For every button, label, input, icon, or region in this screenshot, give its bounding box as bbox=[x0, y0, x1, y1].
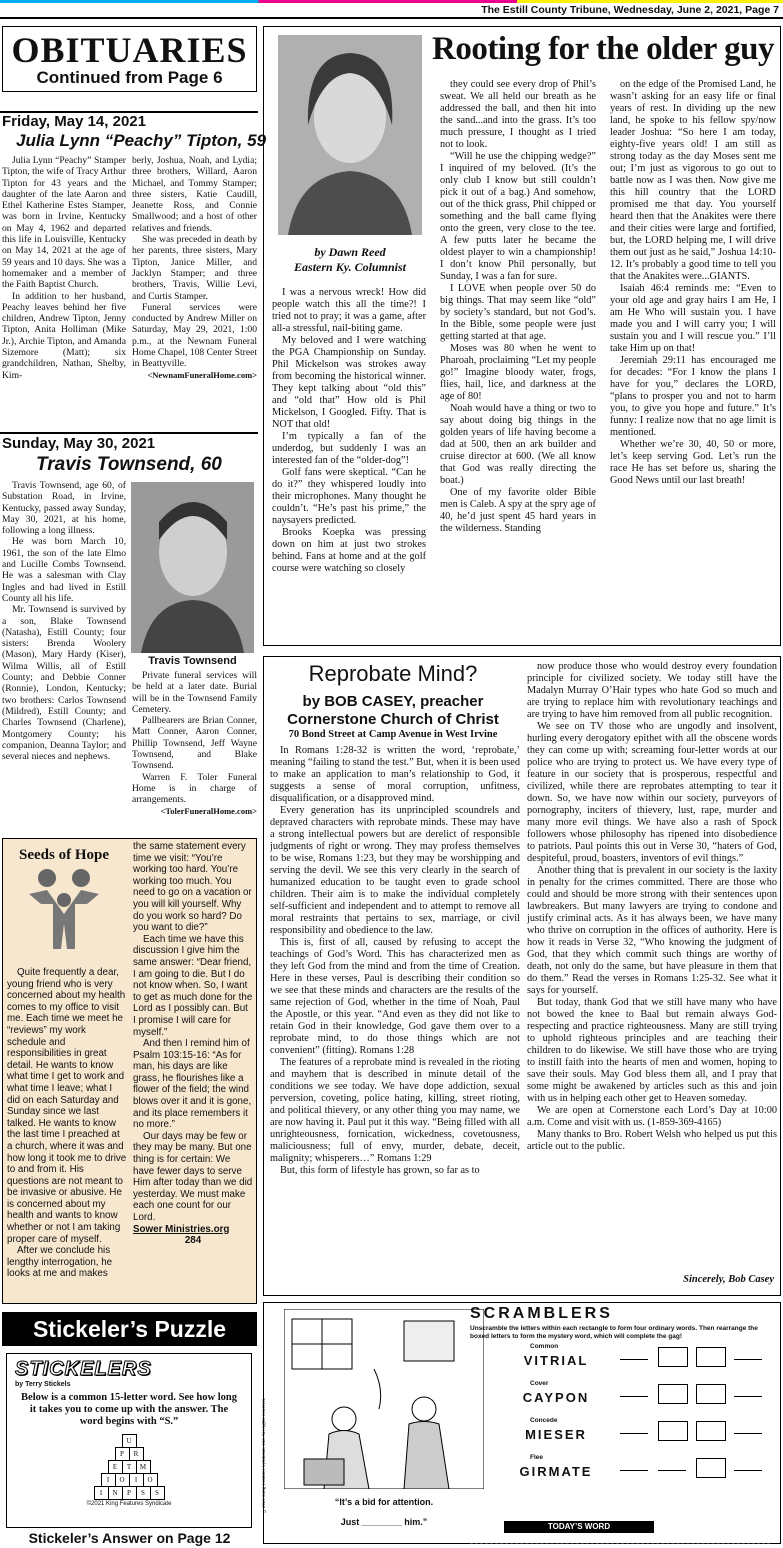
pyramid-cell: P bbox=[122, 1486, 137, 1500]
rooting-c1-paragraph: Brooks Koepka was pressing down on him at just two strokes behind. Fans at home and at the golf course were watching so closely bbox=[272, 527, 426, 574]
cartoon-caption: “It’s a bid for attention. bbox=[334, 1497, 434, 1507]
cartoon-blank: Just ________ him.” bbox=[340, 1517, 428, 1527]
scrambler-letters: GIRMATE bbox=[519, 1464, 593, 1479]
obit2-text: Travis Townsend, age 60, of Substation Road, in Irvine, Kentucky, passed away Sunday, May 30, 2021, at his home, following a long illness. bbox=[2, 480, 126, 537]
reprobate-address: 70 Bond Street at Camp Avenue in West Irvine bbox=[288, 729, 498, 740]
pyramid-row bbox=[7, 1486, 251, 1499]
scrambler-letters: VITRIAL bbox=[523, 1353, 589, 1368]
pyramid-cell: T bbox=[122, 1460, 137, 1474]
obit1-col1 bbox=[2, 155, 126, 437]
todays-word-blanks[interactable] bbox=[470, 1537, 770, 1544]
obit1-text: Julia Lynn “Peachy” Stamper Tipton, the wife of Tracy Arthur Tipton for 43 years and the daughter of the late Aaron and Ethel Katherine Estes Stamper, was born in Irvine, Kentucky on May 4, 1962 and departed this life in Louisville, Kentucky on May 14, 2021 at the age of 59 years and 10 days. She was a homemaker and a member of the Faith Baptist Church. bbox=[2, 155, 126, 291]
reprobate-c2-paragraph: Many thanks to Bro. Robert Welsh who helped us put this article out to the public. bbox=[527, 1129, 777, 1152]
rooting-article bbox=[263, 26, 781, 646]
sower-ministries-link[interactable]: Sower Ministries.org bbox=[133, 1223, 230, 1235]
pyramid-cell: N bbox=[108, 1486, 123, 1500]
seeds-of-hope-box bbox=[2, 838, 257, 1304]
scrambler-letters: MIESER bbox=[525, 1427, 587, 1442]
reprobate-c1-paragraph: Every generation has its unprincipled scoundrels and depraved characters with reprobate minds. These may have a strong intellectual powers but are derelict of responsible judgments of right or wrong. They may profess themselves to be wise, Romans 1:23, but they may be worshipping and serving the devil. We see this very clearly in the search of humanized education to be taught even to grade school children. Their aim is to make the individual completely self-sufficient and independent and to attempt to remove all moral restraints that pertains to sex, marriage, or civil responsibility and obedience to the law. bbox=[270, 805, 520, 936]
pyramid-cell: U bbox=[122, 1434, 137, 1448]
rooting-byline-name: by Dawn Reed bbox=[314, 245, 386, 259]
answer-box-highlighted[interactable] bbox=[658, 1347, 688, 1367]
rooting-c2-paragraph: Noah would have a thing or two to say about doing big things in the golden years of life having become a dad at 500, then an ark builder and cruise director at 600. (We all know that God was really directing the boat.) bbox=[440, 403, 596, 486]
pyramid-row bbox=[7, 1447, 251, 1460]
reprobate-c2-paragraph: Another thing that is prevalent in our society is the laxity in penalty for the crimes committed. There are those who could and should be more strong with their sentences upon lawbreakers. But many lawyers are trying to condone and justify criminal acts. As it has always been, we have many who thrive on corruption in the offices of authority. Here is how it reads in Verse 32, “Who knowing the judgment of God, that they which commit such things are worthy of death, not only do the same, but have pleasure in them that do them.” Read the verses in Romans 1:25-32. See what it says for yourself. bbox=[527, 865, 777, 996]
todays-word-label: TODAY’S WORD bbox=[547, 1522, 611, 1531]
cartoon-copyright: ©2021 King Features Syndicate, Inc. All rights reserved. bbox=[262, 1398, 267, 1513]
travis-photo-caption: Travis Townsend bbox=[148, 655, 237, 667]
obit1-name: Julia Lynn “Peachy” Tipton, 59 bbox=[16, 131, 267, 150]
answer-box[interactable] bbox=[658, 1384, 688, 1404]
rooting-byline-title: Eastern Ky. Columnist bbox=[294, 260, 406, 274]
answer-box[interactable] bbox=[734, 1470, 762, 1471]
obit2-credit: <TolerFuneralHome.com> bbox=[160, 805, 257, 816]
rooting-c1-paragraph: I was a nervous wreck! How did people watch this all the time?! I tried not to pray; it was a game, after all-a stressful, nail-biting game. bbox=[272, 287, 426, 334]
stickeler-copyright: ©2021 King Features Syndicate bbox=[86, 1501, 172, 1507]
obit2-text: Pallbearers are Brian Conner, Matt Conner, Aaron Conner, Phillip Townsend, Jeff Wayne Townsend, and Blake Townsend. bbox=[132, 715, 257, 772]
seeds-number: 284 bbox=[184, 1235, 202, 1247]
obit1-col2 bbox=[132, 155, 257, 437]
rooting-c2-paragraph: One of my favorite older Bible men is Caleb. A spy at the spry age of 40, he’d just spent 45 hard years in the wilderness. Standing bbox=[440, 487, 596, 534]
answer-box-highlighted[interactable] bbox=[658, 1421, 688, 1441]
seeds-logo bbox=[9, 847, 119, 957]
obit2-text: He was born March 10, 1961, the son of the late Elmo and Lucille Combs Townsend. He was a salesman with Clay Ingles and had lived in Estill County all his life. bbox=[2, 536, 126, 604]
stickeler-byline: by Terry Stickels bbox=[15, 1381, 71, 1388]
scrambler-clue: Cover bbox=[530, 1380, 549, 1387]
reprobate-signoff: Sincerely, Bob Casey bbox=[683, 1274, 774, 1285]
answer-box[interactable] bbox=[696, 1347, 726, 1367]
obituaries-title: OBITUARIES bbox=[11, 30, 248, 70]
page-header bbox=[0, 3, 783, 19]
obit1-credit: <NewnamFuneralHome.com> bbox=[147, 369, 257, 380]
rooting-c1-paragraph: My beloved and I were watching the PGA Championship on Sunday. Phil Mickelson was strokes away from becoming the historical winner. They kept talking about “old this” and “old that” How old is Phil Mickelson, I Googled. Fifty. That is NOT that old! bbox=[272, 335, 426, 430]
rooting-c3-paragraph: Whether we’re 30, 40, 50 or more, let’s keep serving God. Let’s run the race He has set before us, sharing the Good News until our last breath! bbox=[610, 439, 776, 486]
reprobate-col1 bbox=[270, 745, 520, 1291]
pyramid-cell: O bbox=[115, 1473, 130, 1487]
rooting-col3 bbox=[610, 79, 776, 642]
answer-box[interactable] bbox=[620, 1396, 648, 1397]
pyramid-cell: S bbox=[136, 1486, 151, 1500]
seeds-text: After we conclude his lengthy interrogation, he looks at me and makes bbox=[7, 1245, 113, 1280]
obit2-col2 bbox=[132, 670, 257, 832]
scrambler-row bbox=[470, 1454, 780, 1490]
scrambler-row bbox=[470, 1417, 780, 1453]
stickeler-puzzle-box bbox=[6, 1353, 252, 1528]
reprobate-c1-paragraph: But, this form of lifestyle has grown, so far as to bbox=[280, 1165, 480, 1176]
obit2-text: Mr. Townsend is survived by a son, Blake Townsend (Natasha), Estill County; four sisters: Brenda Woolery (Mason), Mary Hardy (Kiser), Wilma Willis, all of Estill County; and Debbie Conner (Ronnie), London, Kentucky; two brothers: Carlos Townsend (Mildred), Estill County; and Charles Townsend (Charlene), Montgomery County; his companion, Deanna Taylor; and several nieces and nephews. bbox=[2, 604, 126, 763]
answer-box[interactable] bbox=[696, 1421, 726, 1441]
stickeler-answer-note: Stickeler’s Answer on Page 12 bbox=[28, 1530, 231, 1546]
answer-box[interactable] bbox=[620, 1470, 648, 1471]
scramblers-word-list bbox=[470, 1343, 780, 1493]
scramblers-title: SCRAMBLERS bbox=[470, 1305, 613, 1322]
answer-box-highlighted[interactable] bbox=[696, 1458, 726, 1478]
stickeler-question: Below is a common 15-letter word. See how long it takes you to come up with the answer. The word begins with “S.” bbox=[21, 1392, 237, 1427]
pyramid-row bbox=[7, 1460, 251, 1473]
rooting-c3-paragraph: Jeremiah 29:11 has encouraged me for decades: “For I know the plans I have for you,” declares the LORD, “plans to prosper you and not to harm you, to give you hope and future.” It’s funny: I realize now that no age limit is mentioned. bbox=[610, 355, 776, 438]
seeds-text: And then I remind him of Psalm 103:15-16: “As for man, his days are like grass, he flourishes like a flower of the field; the wind blows over it and it is gone, and its place remembers it no more.” bbox=[133, 1038, 252, 1131]
seeds-text: the same statement every time we visit: “You’re working too hard. You’re working too much. You need to go on a vacation or you will kill yourself. Why do you work so hard? Do you want to die?” bbox=[133, 841, 252, 934]
dawn-reed-photo bbox=[278, 35, 422, 235]
answer-box[interactable] bbox=[620, 1433, 648, 1434]
rooting-c3-paragraph: Isaiah 46:4 reminds me: “Even to your old age and gray hairs I am He, I am He Who will sustain you. I have made you and I will carry you; I will sustain you and I will rescue you.” I’ll take Him up on that! bbox=[610, 283, 776, 354]
obit2-text: Private funeral services will be held at a later date. Burial will be in the Townsend Family Cemetery. bbox=[132, 670, 257, 715]
reprobate-c1-paragraph: The features of a reprobate mind is revealed in the rioting and mayhem that is described in minute detail of the conditions we see today. We have dope addiction, sexual perversion, coveting, police hating, killing, street rioting, and political thievery, or any other thing you may name, we are now having it. Paul put it this way. “Being filled with all unrighteousness, fornication, wickedness, covetousness, maliciousness; full of envy, murder, debate, deceit, malignity; whisperers…” Romans 1:29 bbox=[270, 1057, 520, 1164]
obit1-date: Friday, May 14, 2021 bbox=[2, 113, 146, 130]
portrait-silhouette-icon bbox=[131, 482, 254, 653]
scramblers-box bbox=[263, 1302, 781, 1544]
obituaries-subtitle: Continued from Page 6 bbox=[36, 68, 223, 87]
scrambler-clue: Flee bbox=[530, 1454, 544, 1461]
rooting-c1-paragraph: Golf fans were skeptical. “Can he do it?” they whispered loudly into their microphones. Many thought he couldn’t. “He’s past his prime,” the naysayers predicted. bbox=[272, 467, 426, 526]
obit1-text: In addition to her husband, Peachy leaves behind her five children, Andrew Tipton, Jenny Tipton, Anita Holliman (Mike Jr.), Archie Tipton, and Amanda Sizemore (Matt); six grandchildren, Nathan, Shelby, Kim- bbox=[2, 290, 126, 381]
obit1-text: She was preceded in death by her parents, three sisters, Mary Tipton, Janice Miller, and Jacklyn Stamper; and three brothers, Travis, Willie Levi, and Curtis Stamper. bbox=[132, 234, 257, 302]
answer-box-highlighted[interactable] bbox=[734, 1433, 762, 1434]
seeds-text: Quite frequently a dear, young friend who is very concerned about my health comes to my office to visit me. Each time we meet he “reviews” my work schedule and responsibilities in great detail. He wants to know what time I get to work and what time I leave; what I did on each Saturday and Sunday since we last talked. He wants to know the last time I preached at a church, where it was and how long it took me to drive to and from it. His questions are not meant to be invasive or abusive. He is concerned about my health and wants to know whether or not I am taking proper care of myself. bbox=[7, 967, 127, 1245]
seeds-logo-text: Seeds of Hope bbox=[19, 847, 109, 863]
scrambler-row bbox=[470, 1343, 780, 1379]
travis-townsend-photo bbox=[131, 482, 254, 653]
stickeler-logo: STICKELERS bbox=[15, 1358, 152, 1380]
reprobate-c2-paragraph: But today, thank God that we still have many who have not bowed the knee to Baal but remain always God-respecting and practice righteousness. Many are still trying to uphold righteous principles and are teaching their children to do likewise. We still have those who are trying to instill faith into the hearts of men and women, hoping to save their souls. May God bless them all, and I pray that some might be awakened by articles such as this and join with us in helping each other get to Heaven someday. bbox=[527, 997, 777, 1104]
scrambler-row bbox=[470, 1380, 780, 1416]
rooting-c3-paragraph: on the edge of the Promised Land, he wasn’t asking for an easy life or final years of rest. In dividing up the new land, he spoke to his fellow spy/now leader Joshua: “So here I am today, eighty-five years old! I am still as strong today as the day Moses sent me out; I’m just as vigorous to go out to battle now as I was then. Now give me this hill country that the LORD promised me that day. You yourself heard then that the Anakites were there and their cities were large and fortified, but, the LORD helping me, I will drive them out just as he said,” Joshua 14:10-12. It’s probably a good time to tell you that the Anakites were...GIANTS. bbox=[610, 79, 776, 282]
scrambler-clue: Concede bbox=[530, 1417, 558, 1424]
reprobate-c2-paragraph: We see on TV those who are ungodly and insolvent, hurling every derogatory epithet with all the obscene words they can come up with; screaming four-letter words at our police who are trying to protect us. We have every type of feature in our society that is prosperous, respectful and civilized, while there are reprobates attempting to tear it down. So, we have now within our society, purveyors of pornography, inciters of thievery, lust, rape, murder and many more evil things. We have also a rash of Spock followers whose philosophy has ripened into disobedience to patriots. Paul points this out in Verse 30, “haters of God, despiteful, proud, boasters, inventors of evil things.” bbox=[527, 721, 777, 864]
family-figures-icon bbox=[9, 864, 119, 954]
masthead-text: The Estill County Tribune, Wednesday, June 2, 2021, Page 7 bbox=[481, 4, 779, 16]
pyramid-cell: M bbox=[136, 1460, 151, 1474]
answer-box[interactable] bbox=[658, 1470, 686, 1471]
pyramid-cell: R bbox=[129, 1447, 144, 1461]
pyramid-cell: O bbox=[143, 1473, 158, 1487]
seeds-text: Our days may be few or they may be many. But one thing is for certain: We have fewer days to serve Him after today than we did yesterday. We must make each one count for our Lord. bbox=[133, 1130, 253, 1223]
seeds-text: Each time we have this discussion I give him the same answer: “Dear friend, I am going to die. But I do not know when. So, I want to get as much done for the Lord as I possibly can. But I promise I will care for myself.” bbox=[133, 933, 253, 1038]
cartoon-drawing-icon bbox=[284, 1309, 484, 1489]
scramblers-instructions: Unscramble the letters within each rectangle to form four ordinary words. Then rearrange the boxed letters to form the mystery word, which will complete the gag! bbox=[470, 1325, 758, 1340]
stickeler-banner-text: Stickeler’s Puzzle bbox=[32, 1316, 227, 1342]
seeds-col2 bbox=[133, 841, 253, 1289]
pyramid-cell: S bbox=[150, 1486, 165, 1500]
rooting-c1-paragraph: I’m typically a fan of the underdog, but suddenly I was an interested fan of the “older-dog”! bbox=[272, 431, 426, 466]
reprobate-c1-paragraph: This is, first of all, caused by refusing to accept the teachings of God’s Word. This has characterized men as they left God from the mind and from the time of Creation. Here in these verses, Paul is describing their condition so we see that these minds and characters are the results of the same rejection of God, whether in the time of Noah, Paul the Apostle, or this year. “And even as they did not like to retain God in their knowledge, God gave them over to a reprobate mind, to do those things which are not convenient” (fitting). Romans 1:28 bbox=[270, 937, 520, 1056]
pyramid-cell: I bbox=[129, 1473, 144, 1487]
rooting-c2-paragraph: Moses was 80 when he went to Pharoah, proclaiming “Let my people go!” Imagine bloody water, frogs, flies, hail, lice, and darkness at the age of 80! bbox=[440, 343, 596, 402]
reprobate-church: Cornerstone Church of Christ bbox=[287, 711, 499, 728]
letter-pyramid bbox=[7, 1434, 251, 1499]
reprobate-c2-paragraph: now produce those who would destroy every foundation principle for civilized society. We today still have the Madalyn Murray O’Hair types who hate God so much and are trying to replace him with revolutionary teachings and are trying to have him removed from all public recognition. bbox=[527, 661, 777, 720]
obit2-name: Travis Townsend, 60 bbox=[36, 454, 222, 475]
obit1-text: berly, Joshua, Noah, and Lydia; three brothers, Willard, Aaron Michael, and Tommy Stamper; three sisters, Katie Caudill, Jeanette Ross, and Connie Smallwood; and a host of other relatives and friends. bbox=[132, 155, 257, 234]
rooting-c2-paragraph: they could see every drop of Phil’s sweat. We all held our breath as he addressed the ball, and then hit into the sand...and into the grass. It’s too much pressure, I thought as I tried not to look. bbox=[440, 79, 596, 150]
pyramid-row bbox=[7, 1434, 251, 1447]
obit2-text: Warren F. Toler Funeral Home is in charge of arrangements. bbox=[132, 771, 257, 806]
obituaries-title-box bbox=[2, 26, 257, 92]
answer-box-highlighted[interactable] bbox=[734, 1359, 762, 1360]
scramblers-cartoon bbox=[284, 1309, 484, 1489]
pyramid-cell: I bbox=[101, 1473, 116, 1487]
reprobate-title: Reprobate Mind? bbox=[308, 661, 478, 686]
rooting-title: Rooting for the older guy bbox=[432, 31, 774, 67]
reprobate-c1-paragraph: In Romans 1:28-32 is written the word, ‘reprobate,’ meaning “failing to stand the test.” But, when it is been used to make an application to man’s relationship to God, it suggests a sense of moral corruption, unfitness, disqualification, or a disapproved mind. bbox=[270, 745, 520, 804]
obit2-date: Sunday, May 30, 2021 bbox=[2, 435, 156, 452]
stickeler-banner bbox=[2, 1312, 257, 1346]
pyramid-cell: E bbox=[108, 1460, 123, 1474]
rooting-c2-paragraph: “Will he use the chipping wedge?” I inquired of my beloved. (It’s the only club I know but still couldn’t pick it out of a bag.) And somehow, out of the thick grass, Phil chipped or something and the ball came flying onto the green, very close to the tee. A few putts later he became the oldest player to win a championship! I don’t know Phil personally, but Sunday, I was a fan for sure. bbox=[440, 151, 596, 282]
pyramid-cell: P bbox=[115, 1447, 130, 1461]
rooting-col1 bbox=[272, 287, 426, 642]
reprobate-c2-paragraph: We are open at Cornerstone each Lord’s Day at 10:00 a.m. Come and visit with us. (1-859-369-4165) bbox=[527, 1105, 777, 1128]
seeds-col1 bbox=[7, 967, 127, 1297]
reprobate-article bbox=[263, 656, 781, 1296]
portrait-icon bbox=[278, 35, 422, 235]
reprobate-col2 bbox=[527, 661, 777, 1273]
answer-box-highlighted[interactable] bbox=[696, 1384, 726, 1404]
rooting-col2 bbox=[440, 79, 596, 642]
obit2-col1 bbox=[2, 480, 126, 832]
answer-box[interactable] bbox=[734, 1396, 762, 1397]
pyramid-row bbox=[7, 1473, 251, 1486]
reprobate-byline: by BOB CASEY, preacher bbox=[302, 693, 484, 710]
obit1-text: Funeral services were conducted by Andrew Miller on Saturday, May 29, 2021, 1:00 p.m., at the Newnam Funeral Home Chapel, 108 Center Street in Beattyville. bbox=[132, 301, 257, 370]
scrambler-letters: CAYPON bbox=[522, 1390, 590, 1405]
pyramid-cell: I bbox=[94, 1486, 109, 1500]
rooting-c2-paragraph: I LOVE when people over 50 do big things. That may seem like “old” by society’s standard, but not God’s. In the Bible, some people were just getting started at that age. bbox=[440, 283, 596, 342]
scrambler-clue: Common bbox=[530, 1343, 559, 1350]
answer-box[interactable] bbox=[620, 1359, 648, 1360]
todays-word-banner bbox=[504, 1521, 654, 1533]
